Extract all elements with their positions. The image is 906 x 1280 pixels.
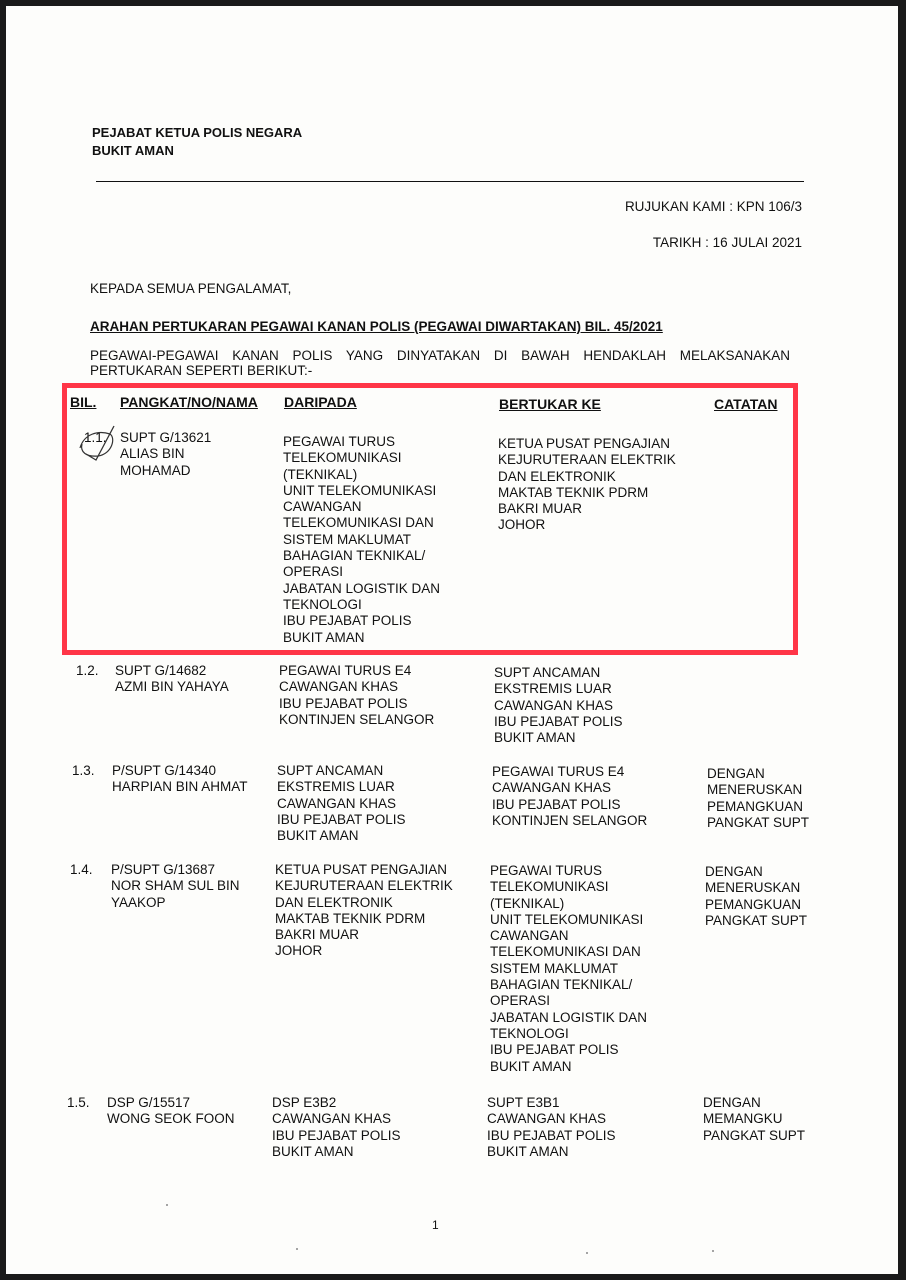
scan-speck [166, 1204, 168, 1206]
header-bertukar: BERTUKAR KE [499, 396, 601, 412]
row-5-bertukar: SUPT E3B1 CAWANGAN KHAS IBU PEJABAT POLIS BUKIT AMAN [487, 1095, 616, 1159]
row-4-daripada: KETUA PUSAT PENGAJIAN KEJURUTERAAN ELEKTRIK DAN ELEKTRONIK MAKTAB TEKNIK PDRM BAKRI MUAR JOHOR [275, 862, 453, 959]
row-2-pangkat: SUPT G/14682 AZMI BIN YAHAYA [115, 663, 229, 695]
header-daripada: DARIPADA [284, 394, 357, 410]
row-4-catatan: DENGAN MENERUSKAN PEMANGKUAN PANGKAT SUPT [705, 864, 808, 928]
row-1-daripada: PEGAWAI TURUS TELEKOMUNIKASI (TEKNIKAL) UNIT TELEKOMUNIKASI CAWANGAN TELEKOMUNIKASI DAN SISTEM MAKLUMAT BAHAGIAN TEKNIKAL/ OPERASI JABATAN LOGISTIK DAN TEKNOLOGI IBU PEJABAT POLIS BUKIT AMAN [283, 434, 441, 645]
row-1-bertukar: KETUA PUSAT PENGAJIAN KEJURUTERAAN ELEKTRIK DAN ELEKTRONIK MAKTAB TEKNIK PDRM BAKRI MUAR JOHOR [498, 436, 676, 533]
office-line-2: BUKIT AMAN [92, 143, 174, 158]
highlight-box [62, 383, 798, 655]
row-4-bertukar: PEGAWAI TURUS TELEKOMUNIKASI (TEKNIKAL) UNIT TELEKOMUNIKASI CAWANGAN TELEKOMUNIKASI DAN SISTEM MAKLUMAT BAHAGIAN TEKNIKAL/ OPERASI JABATAN LOGISTIK DAN TEKNOLOGI IBU PEJABAT POLIS BUKIT AMAN [490, 863, 648, 1074]
header-bil: BIL. [70, 394, 97, 410]
office-line-1: PEJABAT KETUA POLIS NEGARA [92, 125, 303, 140]
header-divider [96, 181, 804, 182]
page-number: 1 [432, 1218, 439, 1232]
row-4-pangkat: P/SUPT G/13687 NOR SHAM SUL BIN YAAKOP [111, 862, 240, 910]
row-5-bil: 1.5. [67, 1095, 90, 1110]
office-name [92, 124, 302, 160]
header-pangkat: PANGKAT/NO/NAMA [120, 394, 258, 410]
row-3-catatan: DENGAN MENERUSKAN PEMANGKUAN PANGKAT SUPT [707, 766, 810, 830]
salutation: KEPADA SEMUA PENGALAMAT, [90, 281, 292, 296]
row-1-pangkat: SUPT G/13621 ALIAS BIN MOHAMAD [120, 430, 212, 478]
letter-date: TARIKH : 16 JULAI 2021 [652, 235, 802, 250]
row-4-bil: 1.4. [70, 862, 93, 877]
row-2-bertukar: SUPT ANCAMAN EKSTREMIS LUAR CAWANGAN KHAS IBU PEJABAT POLIS BUKIT AMAN [494, 665, 623, 746]
row-2-daripada: PEGAWAI TURUS E4 CAWANGAN KHAS IBU PEJABAT POLIS KONTINJEN SELANGOR [279, 663, 435, 727]
row-3-daripada: SUPT ANCAMAN EKSTREMIS LUAR CAWANGAN KHAS IBU PEJABAT POLIS BUKIT AMAN [277, 763, 406, 844]
row-5-pangkat: DSP G/15517 WONG SEOK FOON [107, 1095, 235, 1127]
scan-speck [586, 1252, 588, 1254]
row-3-pangkat: P/SUPT G/14340 HARPIAN BIN AHMAT [112, 763, 248, 795]
subject-line: ARAHAN PERTUKARAN PEGAWAI KANAN POLIS (PEGAWAI DIWARTAKAN) BIL. 45/2021 [90, 319, 663, 334]
row-3-bertukar: PEGAWAI TURUS E4 CAWANGAN KHAS IBU PEJABAT POLIS KONTINJEN SELANGOR [492, 764, 648, 828]
scan-speck [296, 1248, 298, 1250]
row-5-daripada: DSP E3B2 CAWANGAN KHAS IBU PEJABAT POLIS BUKIT AMAN [272, 1095, 401, 1159]
row-2-bil: 1.2. [76, 663, 99, 678]
header-catatan: CATATAN [714, 396, 778, 412]
row-1-bil: 1.1. [84, 430, 107, 445]
reference-number: RUJUKAN KAMI : KPN 106/3 [624, 199, 802, 214]
row-5-catatan: DENGAN MEMANGKU PANGKAT SUPT [703, 1095, 806, 1143]
intro-paragraph: PEGAWAI-PEGAWAI KANAN POLIS YANG DINYATAKAN DI BAWAH HENDAKLAH MELAKSANAKAN PERTUKARAN SEPERTI BERIKUT:- [90, 348, 790, 378]
scan-speck [712, 1250, 714, 1252]
row-3-bil: 1.3. [72, 763, 95, 778]
document-page [6, 6, 898, 1274]
